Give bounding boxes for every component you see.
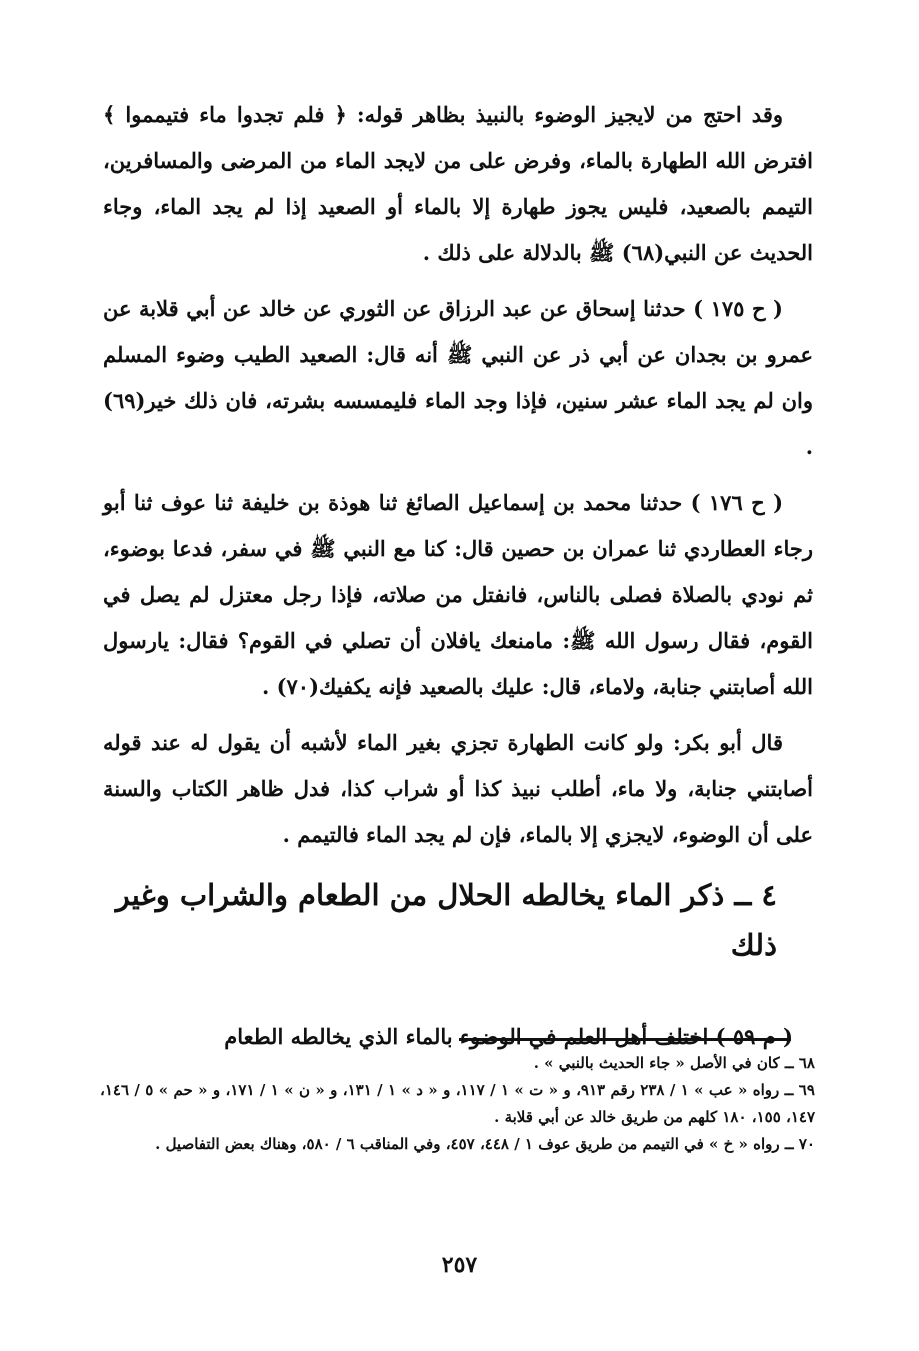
footnote-70: ٧٠ ــ رواه « خ » في التيمم من طريق عوف ١ / ٤٤٨، ٤٥٧، وفي المناقب ٦ / ٥٨٠، وهناك بعض التفاصيل . [155,1135,815,1153]
main-text [103,92,813,1070]
paragraph-masala-59: ( م ٥٩ ) اختلف أهل العلم في الوضوء بالماء الذي يخالطه الطعام [224,1024,793,1049]
page-number: ٢٥٧ [441,1252,478,1278]
footnotes [100,1050,815,1158]
hadith-176: ( ح ١٧٦ ) حدثنا محمد بن إسماعيل الصائغ ثنا هوذة بن خليفة ثنا عوف ثنا أبو رجاء العطاردي ثنا عمران بن حصين قال: كنا مع النبي ﷺ في سفر، فدعا بوضوء، ثم نودي بالصلاة فصلى بالناس، فانفتل من صلاته، فإذا رجل معتزل لم يصل في القوم، فقال رسول الله ﷺ: مامنعك يافلان أن تصلي في القوم؟ فقال: يارسول الله أصابتني جنابة، ولاماء، قال: عليك بالصعيد فإنه يكفيك(٧٠) . [103,490,813,699]
footnote-divider [459,1038,791,1041]
paragraph-abu-bakr: قال أبو بكر: ولو كانت الطهارة تجزي بغير الماء لأشبه أن يقول له عند قوله أصابتني جنابة، ولا ماء، أطلب نبيذ كذا أو شراب كذا، فدل ظاهر الكتاب والسنة على أن الوضوء، لايجزي إلا بالماء، فإن لم يجد الماء فالتيمم . [103,730,813,847]
hadith-175: ( ح ١٧٥ ) حدثنا إسحاق عن عبد الرزاق عن الثوري عن خالد عن أبي قلابة عن عمرو بن بجدان عن أبي ذر عن النبي ﷺ أنه قال: الصعيد الطيب وضوء المسلم وان لم يجد الماء عشر سنين، فإذا وجد الماء فليمسسه بشرته، فان ذلك خير(٦٩) . [103,296,813,459]
footnote-68: ٦٨ ــ كان في الأصل « جاء الحديث بالنبي » . [533,1054,815,1072]
paragraph-tayammum: وقد احتج من لايجيز الوضوء بالنبيذ بظاهر قوله: ﴿ فلم تجدوا ماء فتيمموا ﴾ افترض الله الطهارة بالماء، وفرض على من لايجد الماء من المرضى والمسافرين، التيمم بالصعيد، فليس يجوز طهارة إلا بالماء أو الصعيد إذا لم يجد الماء، وجاء الحديث عن النبي(٦٨) ﷺ بالدلالة على ذلك . [103,102,813,265]
footnote-69: ٦٩ ــ رواه « عب » ١ / ٢٣٨ رقم ٩١٣، و « ت » ١ / ١١٧، و « د » ١ / ١٣١، و « ن » ١ / ١٧١، و « حم » ٥ / ١٤٦، ١٤٧، ١٥٥، ١٨٠ كلهم من طريق خالد عن أبي قلابة . [100,1081,815,1126]
section-heading: ٤ ــ ذكر الماء يخالطه الحلال من الطعام والشراب وغير ذلك [115,878,777,962]
